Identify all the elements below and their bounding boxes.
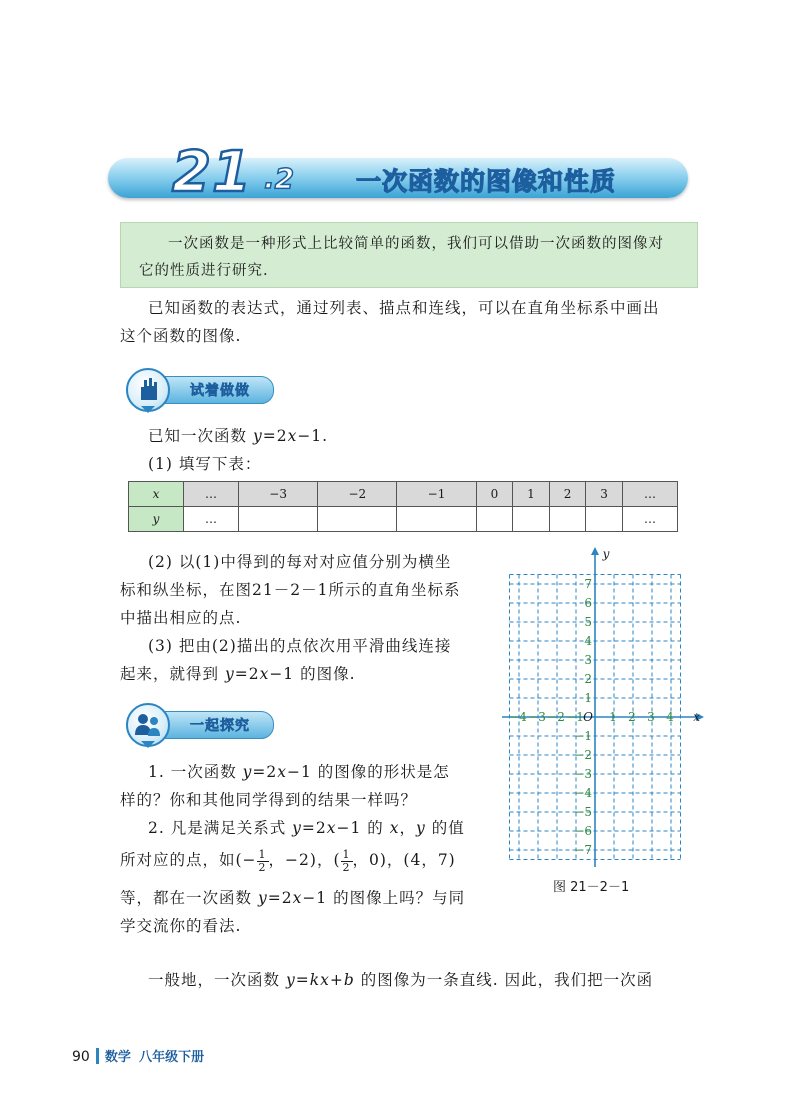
- y-axis-label: y: [602, 547, 610, 561]
- x-axis-label: x: [693, 710, 700, 724]
- page-footer: [72, 1046, 204, 1065]
- table-cell[interactable]: [513, 507, 550, 532]
- section-subnumber: .2: [264, 162, 295, 195]
- table-cell: −2: [318, 482, 397, 507]
- section-title: 一次函数的图像和性质: [356, 167, 617, 196]
- explore-q1-line2: 样的？你和其他同学得到的结果一样吗？: [120, 791, 418, 809]
- x-tick-label: −1: [566, 710, 584, 724]
- q2-line1: (2) 以(1)中得到的每对对应值分别为横坐: [148, 553, 452, 571]
- table-cell: 3: [586, 482, 623, 507]
- y-tick-label: 7: [584, 577, 592, 591]
- explore-label: 一起探究: [190, 718, 250, 734]
- x-tick-label: 3: [647, 710, 655, 724]
- x-tick-label: 4: [666, 710, 674, 724]
- x-tick-label: −4: [509, 710, 527, 724]
- try-it-label: 试着做做: [190, 383, 250, 399]
- table-cell[interactable]: [476, 507, 513, 532]
- footer-divider: [96, 1048, 99, 1064]
- y-tick-label: −3: [574, 767, 592, 781]
- q2-line2: 标和纵坐标，在图21－2－1所示的直角坐标系: [120, 581, 461, 599]
- table-row: [129, 482, 678, 507]
- y-tick-label: −1: [574, 729, 592, 743]
- y-tick-label: 5: [584, 615, 592, 629]
- table-cell[interactable]: [318, 507, 397, 532]
- x-tick-label: −2: [547, 710, 565, 724]
- explore-q2-line1: 2. 凡是满足关系式 y=2x−1 的 x，y 的值: [148, 819, 465, 837]
- table-row: [129, 507, 678, 532]
- table-cell: …: [184, 482, 239, 507]
- table-x-label: x: [129, 482, 184, 507]
- y-tick-label: −7: [574, 843, 592, 857]
- table-cell: 1: [513, 482, 550, 507]
- fraction-half: $\frac{1}{2}$: [342, 847, 351, 874]
- table-cell: −1: [397, 482, 476, 507]
- y-tick-label: 1: [584, 691, 592, 705]
- para1-line1: 已知函数的表达式，通过列表、描点和连线，可以在直角坐标系中画出: [148, 299, 660, 317]
- origin-label: O: [583, 710, 593, 724]
- page-number: 90: [72, 1049, 90, 1065]
- y-tick-label: −4: [574, 786, 592, 800]
- y-tick-label: 3: [584, 653, 592, 667]
- table-cell[interactable]: [549, 507, 586, 532]
- fraction-half: $\frac{1}{2}$: [258, 847, 267, 874]
- x-tick-label: −3: [528, 710, 546, 724]
- table-cell: …: [622, 482, 677, 507]
- footer-subject: 数学: [104, 1050, 131, 1065]
- para1-line2: 这个函数的图像.: [120, 327, 242, 345]
- y-tick-label: −6: [574, 824, 592, 838]
- table-cell[interactable]: [586, 507, 623, 532]
- y-tick-label: −2: [574, 748, 592, 762]
- table-cell: 0: [476, 482, 513, 507]
- y-tick-label: 4: [584, 634, 592, 648]
- y-tick-label: −5: [574, 805, 592, 819]
- explore-arrow-icon: [141, 741, 155, 748]
- value-table: [128, 481, 678, 532]
- explore-q2-line3: 等，都在一次函数 y=2x−1 的图像上吗？与同: [120, 889, 466, 907]
- q3-line2: 起来，就得到 y=2x−1 的图像.: [120, 665, 356, 683]
- y-tick-label: 2: [584, 672, 592, 686]
- table-cell: 2: [549, 482, 586, 507]
- coordinate-grid-figure: [500, 545, 705, 875]
- table-y-label: y: [129, 507, 184, 532]
- explore-q2-line4: 学交流你的看法.: [120, 917, 242, 935]
- table-cell: −3: [239, 482, 318, 507]
- y-axis-arrow-icon: [591, 547, 599, 555]
- axes: [502, 547, 704, 867]
- explore-q2-line2: 所对应的点，如(− $\frac{1}{2}$ ，−2)，( $\frac{1}{2}$ ，0)，(4，7): [120, 847, 456, 874]
- table-cell[interactable]: [397, 507, 476, 532]
- y-tick-label: 6: [584, 596, 592, 610]
- q3-line1: (3) 把由(2)描出的点依次用平滑曲线连接: [148, 637, 452, 655]
- section-banner: [108, 140, 688, 205]
- x-tick-label: 2: [628, 710, 636, 724]
- x-tick-label: 1: [609, 710, 617, 724]
- try-it-stem: 已知一次函数 y=2x−1.: [148, 427, 329, 445]
- try-it-arrow-icon: [141, 406, 155, 413]
- table-cell: …: [184, 507, 239, 532]
- q2-line3: 中描出相应的点.: [120, 609, 242, 627]
- para-end: 一般地，一次函数 y=kx+b 的图像为一条直线. 因此，我们把一次函: [148, 971, 654, 989]
- table-cell: …: [622, 507, 677, 532]
- explore-q1-line1: 1. 一次函数 y=2x−1 的图像的形状是怎: [148, 763, 450, 781]
- table-cell[interactable]: [239, 507, 318, 532]
- section-number: 21: [172, 140, 252, 205]
- intro-box: 一次函数是一种形式上比较简单的函数，我们可以借助一次函数的图像对它的性质进行研究.: [120, 222, 698, 288]
- try-it-q1: (1) 填写下表：: [148, 455, 262, 473]
- footer-grade: 八年级下册: [139, 1050, 205, 1065]
- figure-caption: 图 21－2－1: [553, 880, 630, 895]
